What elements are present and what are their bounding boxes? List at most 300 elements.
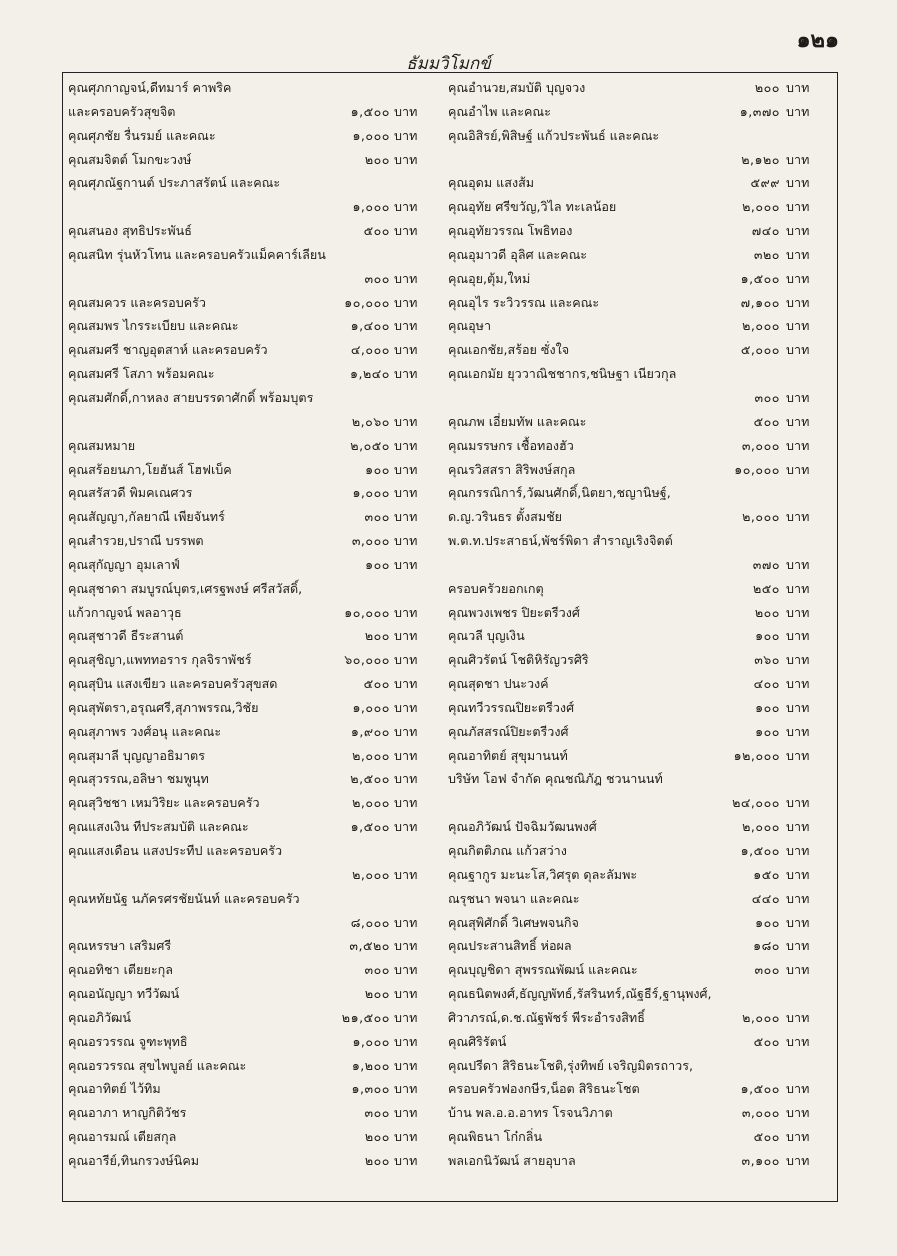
donor-name: คุณอุษา: [448, 318, 492, 334]
donation-amount: ๓,๐๐๐: [741, 1105, 780, 1121]
donor-name: คุณสนอง สุทธิประพันธ์: [68, 223, 192, 239]
donor-row: [68, 934, 430, 958]
currency-unit: บาท: [394, 1033, 418, 1049]
donor-row: [448, 124, 824, 148]
donation-amount: ๒๐๐: [754, 80, 780, 95]
donor-name: คุณศุภกาญจน์,ดีทมาร์ คาพริค: [68, 80, 232, 95]
donor-name: คุณศิริรัตน์: [448, 1033, 507, 1049]
donation-amount: ๗๔๐: [751, 223, 780, 239]
currency-unit: บาท: [394, 676, 418, 692]
donor-row: [448, 553, 824, 577]
donor-row: [68, 1054, 430, 1078]
currency-unit: บาท: [394, 1129, 418, 1145]
donation-amount: ๑,๕๐๐: [740, 1081, 780, 1097]
donor-row: [68, 171, 430, 195]
currency-unit: บาท: [394, 151, 418, 167]
donation-amount: ๔๐๐: [753, 676, 780, 692]
donor-row: [448, 577, 824, 601]
currency-unit: บาท: [394, 699, 418, 715]
donor-row: [448, 624, 824, 648]
currency-unit: บาท: [786, 175, 810, 191]
donor-row: [448, 148, 824, 172]
currency-unit: บาท: [394, 318, 418, 334]
donor-row: [448, 362, 824, 386]
currency-unit: บาท: [394, 866, 418, 882]
donor-row: [68, 124, 430, 148]
donor-name: แก้วกาญจน์ พลอาวุธ: [68, 604, 182, 620]
donation-amount: ๖๐,๐๐๐: [344, 652, 390, 668]
donation-amount: ๒,๐๖๐: [351, 413, 390, 429]
donation-amount: ๗,๑๐๐: [740, 294, 780, 310]
donor-row: [448, 720, 824, 744]
currency-unit: บาท: [394, 1009, 418, 1025]
donor-row: [68, 863, 430, 887]
donation-amount: ๒๕๐: [752, 580, 780, 596]
donor-row: [448, 601, 824, 625]
currency-unit: บาท: [786, 938, 810, 954]
donor-row: [448, 815, 824, 839]
donor-row: [448, 767, 824, 791]
donor-row: [68, 386, 430, 410]
donation-amount: ๓๐๐: [754, 389, 780, 405]
donor-name: คุณสรัสวดี พิมคเณศวร: [68, 485, 193, 501]
currency-unit: บาท: [394, 771, 418, 787]
donation-amount: ๒๐๐: [364, 986, 390, 1002]
currency-unit: บาท: [786, 151, 810, 167]
donor-name: คุณสุดชา ปนะวงค์: [448, 676, 549, 692]
donation-amount: ๒,๐๐๐: [742, 1009, 780, 1025]
donor-name: คุณวลี บุญเงิน: [448, 628, 525, 644]
donor-row: [448, 76, 824, 100]
donor-name: คุณสำรวย,ปราณี บรรพต: [68, 533, 204, 549]
donation-amount: ๒๐๐: [364, 1129, 390, 1145]
donor-name: คุณอารมณ์ เตียสกุล: [68, 1129, 177, 1145]
donor-name: บริษัท โอฟ จำกัด คุณชณิภัฎ ชวนานนท์: [448, 771, 663, 787]
currency-unit: บาท: [394, 533, 418, 549]
donation-amount: ๕๐๐: [753, 1033, 780, 1049]
currency-unit: บาท: [394, 223, 418, 239]
currency-unit: บาท: [786, 843, 810, 858]
donor-name: คุณอุทัย ศรีขวัญ,วิไล ทะเลน้อย: [448, 199, 617, 215]
donation-amount: ๒๐๐: [364, 151, 390, 167]
currency-unit: บาท: [786, 461, 810, 477]
donor-row: [68, 577, 430, 601]
donor-name: คุณอภิวัฒน์ ปัจฉิมวัฒนพงศ์: [448, 819, 597, 835]
donation-amount: ๒,๐๐๐: [742, 509, 780, 525]
donor-row: [68, 267, 430, 291]
donation-amount: ๓๐๐: [754, 962, 780, 978]
donor-name: คุณฐากูร มะนะโส,วิศรุต ดุละลัมพะ: [448, 866, 638, 882]
donation-amount: ๒๔,๐๐๐: [732, 795, 780, 811]
currency-unit: บาท: [786, 795, 810, 811]
donor-row: [448, 696, 824, 720]
donor-row: [448, 267, 824, 291]
donor-row: [448, 481, 824, 505]
currency-unit: บาท: [394, 1152, 418, 1168]
donor-row: [68, 481, 430, 505]
donation-amount: ๓,๐๐๐: [741, 437, 780, 453]
donor-name: คุณอุดม แสงส้ม: [448, 175, 535, 191]
donation-amount: ๓๐๐: [364, 962, 390, 978]
currency-unit: บาท: [394, 652, 418, 668]
donor-name: คุณปรีดา สิริธนะโชติ,รุ่งทิพย์ เจริญมิตรถาวร,: [448, 1057, 693, 1073]
donor-row: [448, 171, 824, 195]
currency-unit: บาท: [394, 604, 418, 620]
currency-unit: บาท: [394, 413, 418, 429]
donor-row: [448, 291, 824, 315]
donor-name: คุณอรวรรณ จูฑะพุทธิ: [68, 1033, 188, 1049]
donation-amount: ๑,๐๐๐: [352, 485, 390, 501]
donor-row: [68, 195, 430, 219]
donor-name: คุณหทัยนัฐ นภัครศรชัยนันท์ และครอบครัว: [68, 890, 300, 906]
donation-amount: ๑,๐๐๐: [352, 699, 390, 715]
donation-amount: ๑๒,๐๐๐: [733, 747, 780, 763]
currency-unit: บาท: [394, 270, 418, 286]
donation-amount: ๕๙๙: [750, 175, 780, 191]
donor-name: คุณสมหมาย: [68, 437, 136, 453]
donor-row: [448, 1125, 824, 1149]
donor-name: คุณอนัญญา ทวีวัฒน์: [68, 986, 180, 1002]
donor-name: คุณอาภา หาญกิติวัชร: [68, 1105, 187, 1121]
donation-amount: ๑,๔๐๐: [350, 318, 390, 334]
donation-amount: ๑,๕๐๐: [350, 819, 390, 835]
donor-name: คุณสัญญา,กัลยาณี เพียจันทร์: [68, 509, 225, 525]
donation-amount: ๓๐๐: [364, 1105, 390, 1121]
currency-unit: บาท: [394, 795, 418, 811]
donor-name: คุณสมพร ไกรระเบียบ และคณะ: [68, 318, 239, 334]
donor-row: [448, 1101, 824, 1125]
donor-name: คุณสมศักดิ์,กาหลง สายบรรดาศักดิ์ พร้อมบุตร: [68, 389, 314, 405]
donor-name: คุณอิสิรย์,พิสิษฐ์ แก้วประพันธ์ และคณะ: [448, 127, 660, 143]
donation-amount: ๑๐๐: [365, 461, 390, 477]
currency-unit: บาท: [786, 1129, 810, 1145]
currency-unit: บาท: [786, 1033, 810, 1049]
donor-row: [68, 148, 430, 172]
donor-name: พลเอกนิวัฒน์ สายอุบาล: [448, 1152, 576, 1168]
currency-unit: บาท: [786, 413, 810, 429]
donor-row: [68, 791, 430, 815]
currency-unit: บาท: [786, 604, 810, 620]
donor-row: [448, 958, 824, 982]
currency-unit: บาท: [786, 437, 810, 453]
donation-amount: ๒,๐๐๐: [742, 318, 780, 334]
donor-row: [68, 767, 430, 791]
donor-row: [68, 243, 430, 267]
currency-unit: บาท: [786, 914, 810, 930]
donor-name: คุณอาทิตย์ ไว้ทิม: [68, 1081, 161, 1097]
donor-name: คุณแสงเดือน แสงประทีป และครอบครัว: [68, 843, 283, 858]
donation-amount: ๒,๐๐๐: [352, 795, 390, 811]
donor-name: คุณธนิตพงศ์,ธัญญพัทธ์,รัสรินทร์,ณัฐธีร์,ฐานุพงศ์,: [448, 986, 712, 1002]
donation-amount: ๒๑,๕๐๐: [341, 1009, 390, 1025]
donation-amount: ๒๐๐: [364, 1152, 390, 1168]
donor-row: [448, 458, 824, 482]
donation-amount: ๓๐๐: [364, 509, 390, 525]
currency-unit: บาท: [394, 723, 418, 739]
donation-amount: ๑,๒๔๐: [349, 366, 390, 382]
donation-amount: ๒,๐๕๐: [350, 437, 390, 453]
donation-amount: ๑๐๐: [365, 556, 390, 572]
currency-unit: บาท: [394, 986, 418, 1002]
donor-name: คุณประสานสิทธิ์ ห่อผล: [448, 938, 572, 954]
donation-amount: ๑๐,๐๐๐: [344, 294, 390, 310]
donor-row: [448, 672, 824, 696]
currency-unit: บาท: [786, 103, 810, 119]
donor-row: [448, 982, 824, 1006]
currency-unit: บาท: [786, 389, 810, 405]
currency-unit: บาท: [394, 485, 418, 501]
donation-amount: ๓๖๐: [754, 652, 780, 668]
donation-amount: ๑,๙๐๐: [350, 723, 390, 739]
donor-row: [448, 386, 824, 410]
donation-amount: ๒,๑๒๐: [741, 151, 780, 167]
donor-name: คุณเอกมัย ยุววาณิชชากร,ชนิษฐา เนียวกุล: [448, 366, 677, 382]
donation-amount: ๑,๐๐๐: [352, 127, 390, 143]
donation-amount: ๕๐๐: [753, 1129, 780, 1145]
currency-unit: บาท: [394, 556, 418, 572]
donor-name: คุณอภิวัฒน์: [68, 1009, 132, 1025]
currency-unit: บาท: [786, 890, 810, 906]
currency-unit: บาท: [786, 246, 810, 262]
donor-row: [448, 1149, 824, 1173]
currency-unit: บาท: [394, 437, 418, 453]
donation-amount: ๒๐๐: [364, 628, 390, 644]
donation-amount: ๑๐,๐๐๐: [734, 461, 780, 477]
donor-row: [448, 863, 824, 887]
donor-row: [448, 648, 824, 672]
donor-row: [448, 839, 824, 863]
right-donor-column: [448, 76, 824, 1173]
currency-unit: บาท: [786, 1152, 810, 1168]
currency-unit: บาท: [394, 366, 418, 382]
donor-row: [68, 219, 430, 243]
donor-row: [448, 1030, 824, 1054]
donor-name: ครอบครัวยอกเกตุ: [448, 580, 544, 596]
donor-name: คุณสุพิศักดิ์ วิเศษพจนกิจ: [448, 914, 579, 930]
donor-row: [68, 410, 430, 434]
donor-name: คุณรวิสสรา สิริพงษ์สกุล: [448, 461, 576, 477]
donor-name: บ้าน พล.อ.อ.อาทร โรจนวิภาต: [448, 1105, 613, 1121]
currency-unit: บาท: [394, 962, 418, 978]
currency-unit: บาท: [786, 223, 810, 239]
donor-name: คุณเอกชัย,สร้อย ซั่งใจ: [448, 342, 570, 358]
donor-name: คุณพวงเพชร ปิยะตรีวงศ์: [448, 604, 580, 620]
donor-name: คุณทวีวรรณปิยะตรีวงศ์: [448, 699, 575, 715]
donor-name: คุณอาทิตย์ สุขุมานนท์: [448, 747, 568, 763]
donation-amount: ๑,๕๐๐: [740, 270, 780, 286]
donation-amount: ๑๐,๐๐๐: [344, 604, 390, 620]
currency-unit: บาท: [786, 318, 810, 334]
donor-name: คุณสมศรี โสภา พร้อมคณะ: [68, 366, 215, 382]
donor-name: คุณสุวิชชา เหมวิริยะ และครอบครัว: [68, 795, 260, 811]
currency-unit: บาท: [394, 914, 418, 930]
donor-row: [448, 1054, 824, 1078]
donor-name: คุณสุมาลี บุญญาอธิมาตร: [68, 747, 205, 763]
donor-name: คุณอุย,ตุ้ม,ใหม่: [448, 270, 531, 286]
donation-amount: ๑๐๐: [755, 914, 780, 930]
donor-row: [448, 934, 824, 958]
currency-unit: บาท: [786, 199, 810, 215]
donor-row: [68, 839, 430, 863]
donor-name: คุณกรรณิการ์,วัฒนศักดิ์,นิตยา,ชญานิษฐ์,: [448, 485, 671, 501]
donor-name: คุณสุวรรณ,อลิษา ชมพูนุท: [68, 771, 209, 787]
donor-row: [68, 815, 430, 839]
donor-row: [68, 1125, 430, 1149]
donation-amount: ๕,๐๐๐: [740, 342, 780, 358]
donor-row: [68, 958, 430, 982]
left-donor-column: [68, 76, 430, 1173]
currency-unit: บาท: [394, 747, 418, 763]
donation-amount: ๑๐๐: [755, 628, 780, 644]
donor-name: คุณกิตติภณ แก้วสว่าง: [448, 843, 567, 858]
donor-row: [68, 982, 430, 1006]
donor-name: คุณศิวรัตน์ โชติหิรัญวรศิริ: [448, 652, 589, 668]
currency-unit: บาท: [394, 1057, 418, 1073]
donor-row: [448, 410, 824, 434]
currency-unit: บาท: [394, 1081, 418, 1097]
donor-name: คุณศุภชัย รื่นรมย์ และคณะ: [68, 127, 216, 143]
currency-unit: บาท: [786, 1081, 810, 1097]
donor-row: [68, 887, 430, 911]
donor-row: [68, 362, 430, 386]
donation-amount: ๑,๒๐๐: [351, 1057, 390, 1073]
donation-amount: ๕๐๐: [363, 223, 390, 239]
donor-row: [448, 505, 824, 529]
currency-unit: บาท: [394, 938, 418, 954]
donor-row: [68, 720, 430, 744]
currency-unit: บาท: [786, 580, 810, 596]
donor-row: [68, 1077, 430, 1101]
donation-amount: ๑,๓๐๐: [351, 1081, 390, 1097]
donor-row: [68, 911, 430, 935]
donor-name: ครอบครัวฟองกษีร,น็อต สิริธนะโชต: [448, 1081, 640, 1097]
donor-row: [448, 1006, 824, 1030]
currency-unit: บาท: [786, 962, 810, 978]
currency-unit: บาท: [394, 199, 418, 215]
currency-unit: บาท: [394, 127, 418, 143]
donation-amount: ๒๐๐: [754, 604, 780, 620]
donation-amount: ๑๕๐: [753, 866, 780, 882]
donor-name: คุณอำนวย,สมบัติ บุญจวง: [448, 80, 586, 95]
donor-name: คุณอุมาวดี อุลิศ และคณะ: [448, 246, 588, 262]
donor-row: [448, 338, 824, 362]
donor-name: คุณอุไร ระวิวรรณ และคณะ: [448, 294, 600, 310]
donation-amount: ๒,๐๐๐: [742, 199, 780, 215]
donation-amount: ๓๗๐: [752, 556, 780, 572]
donor-name: คุณสุชาวดี ธีระสานต์: [68, 628, 184, 644]
donor-row: [68, 314, 430, 338]
donor-name: คุณสร้อยนภา,โยฮันส์ โฮฟเบ็ค: [68, 461, 232, 477]
header-title: ธัมมวิโมกข์: [406, 54, 491, 74]
currency-unit: บาท: [394, 294, 418, 310]
donor-name: คุณมรรษกร เชื้อทองฮัว: [448, 437, 574, 453]
donor-name: ด.ญ.วรินธร ตั้งสมชัย: [448, 509, 563, 525]
donor-row: [448, 219, 824, 243]
currency-unit: บาท: [786, 819, 810, 835]
donor-name: คุณสุชิญา,แพททอราร กุลจิราพัชร์: [68, 652, 252, 668]
currency-unit: บาท: [394, 819, 418, 835]
donor-name: พ.ต.ท.ประสาธน์,พัชร์พิดา สำราญเริงจิตต์: [448, 533, 673, 549]
currency-unit: บาท: [394, 509, 418, 525]
donation-amount: ๑,๐๐๐: [352, 199, 390, 215]
donor-name: คุณอรวรรณ สุขไพบูลย์ และคณะ: [68, 1057, 247, 1073]
donor-row: [448, 887, 824, 911]
currency-unit: บาท: [786, 676, 810, 692]
donor-row: [448, 100, 824, 124]
donor-name: คุณอุทัยวรรณ โพธิทอง: [448, 223, 573, 239]
currency-unit: บาท: [394, 1105, 418, 1121]
currency-unit: บาท: [786, 556, 810, 572]
donor-row: [68, 505, 430, 529]
donation-amount: ๑,๓๗๐: [739, 103, 780, 119]
donor-name: คุณอำไพ และคณะ: [448, 103, 551, 119]
donation-amount: ๑๐๐: [755, 699, 780, 715]
donor-row: [448, 243, 824, 267]
donor-row: [448, 791, 824, 815]
donor-row: [68, 601, 430, 625]
donor-row: [448, 195, 824, 219]
currency-unit: บาท: [786, 1105, 810, 1121]
donor-name: คุณอารีย์,ทินกรวงษ์นิคม: [68, 1152, 200, 1168]
page-number: ๑๒๑: [796, 27, 839, 53]
donation-amount: ๓๐๐: [364, 270, 390, 286]
currency-unit: บาท: [786, 1009, 810, 1025]
donation-amount: ๕๐๐: [753, 413, 780, 429]
currency-unit: บาท: [786, 628, 810, 644]
donor-name: คุณสุบิน แสงเขียว และครอบครัวสุขสด: [68, 676, 278, 692]
donor-row: [68, 338, 430, 362]
donation-amount: ๓,๕๒๐: [349, 938, 390, 954]
donor-name: คุณศุภณัฐกานต์ ประภาสรัตน์ และคณะ: [68, 175, 281, 191]
donor-row: [68, 553, 430, 577]
donor-name: ณรุชนา พจนา และคณะ: [448, 890, 580, 906]
donation-amount: ๓,๐๐๐: [351, 533, 390, 549]
donation-amount: ๓๒๐: [753, 246, 780, 262]
donor-name: ศิวาภรณ์,ด.ช.ณัฐพัชร์ พีระอำรงสิทธิ์: [448, 1009, 645, 1025]
donor-row: [68, 624, 430, 648]
donor-row: [68, 744, 430, 768]
donor-row: [68, 291, 430, 315]
currency-unit: บาท: [786, 342, 810, 358]
donor-row: [448, 314, 824, 338]
donor-row: [68, 434, 430, 458]
donor-name: คุณสุชาดา สมบูรณ์บุตร,เศรฐพงษ์ ศรีสวัสดิ์,: [68, 580, 303, 596]
donor-row: [68, 1101, 430, 1125]
currency-unit: บาท: [786, 80, 810, 95]
currency-unit: บาท: [786, 270, 810, 286]
donor-name: คุณสุภาพร วงศ์อนุ และคณะ: [68, 723, 222, 739]
donor-name: คุณภพ เอี่ยมทัพ และคณะ: [448, 413, 587, 429]
donation-amount: ๔๔๐: [751, 890, 780, 906]
donor-row: [68, 1030, 430, 1054]
donation-amount: ๕๐๐: [363, 676, 390, 692]
donor-row: [448, 744, 824, 768]
currency-unit: บาท: [786, 652, 810, 668]
donation-amount: ๑๐๐: [755, 723, 780, 739]
currency-unit: บาท: [786, 723, 810, 739]
donation-amount: ๒,๐๐๐: [352, 866, 390, 882]
currency-unit: บาท: [394, 342, 418, 358]
currency-unit: บาท: [786, 747, 810, 763]
donation-amount: ๒,๐๐๐: [352, 747, 390, 763]
donor-row: [448, 434, 824, 458]
donor-row: [68, 76, 430, 100]
donor-name: คุณแสงเงิน ทีประสมบัติ และคณะ: [68, 819, 249, 835]
donor-row: [68, 648, 430, 672]
donor-name: คุณสมจิตต์ โมกขะวงษ์: [68, 151, 192, 167]
donor-row: [448, 1077, 824, 1101]
donor-row: [68, 696, 430, 720]
